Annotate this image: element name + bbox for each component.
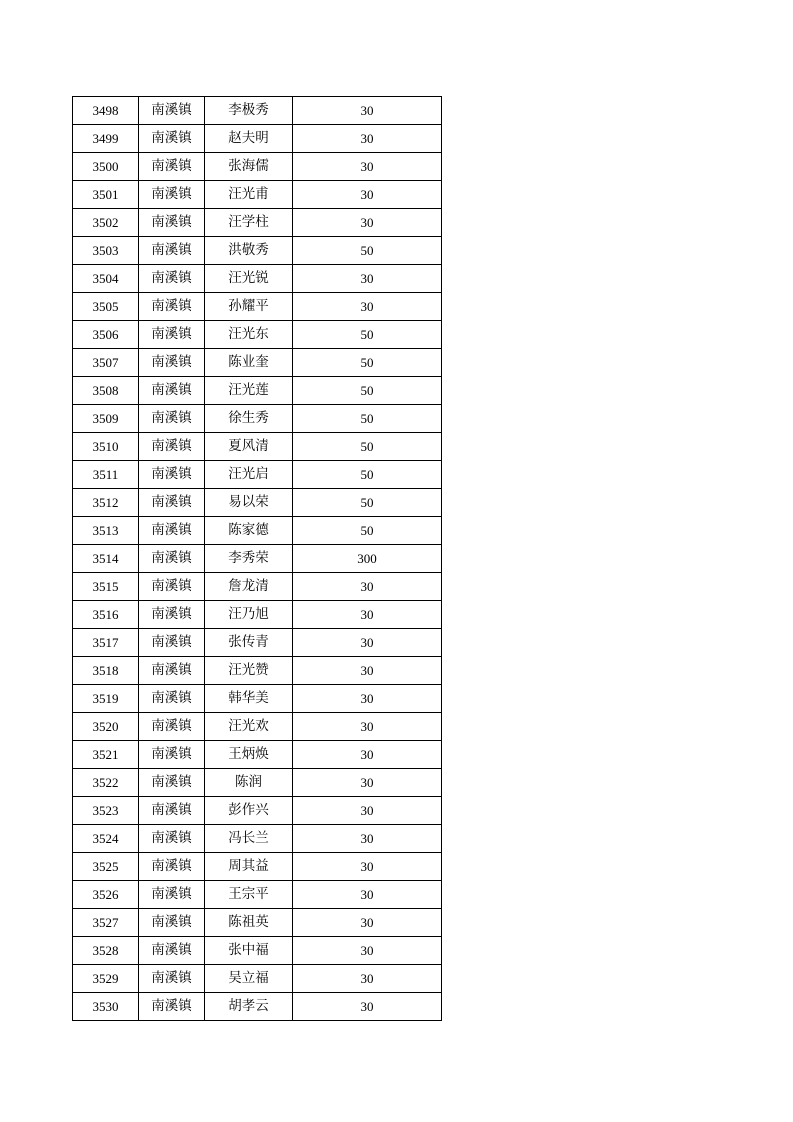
row-town-cell: 南溪镇 <box>139 125 205 153</box>
row-amount-cell: 30 <box>293 713 442 741</box>
table-row <box>73 433 442 461</box>
row-amount-cell: 50 <box>293 433 442 461</box>
row-id-cell: 3500 <box>73 153 139 181</box>
row-town-cell: 南溪镇 <box>139 741 205 769</box>
row-name-cell: 汪乃旭 <box>205 601 293 629</box>
row-name-cell: 陈业奎 <box>205 349 293 377</box>
row-name-cell: 陈家德 <box>205 517 293 545</box>
row-town-cell: 南溪镇 <box>139 797 205 825</box>
row-amount-cell: 30 <box>293 265 442 293</box>
row-name-cell: 陈祖英 <box>205 909 293 937</box>
row-town-cell: 南溪镇 <box>139 937 205 965</box>
row-amount-cell: 50 <box>293 405 442 433</box>
row-town-cell: 南溪镇 <box>139 909 205 937</box>
row-id-cell: 3527 <box>73 909 139 937</box>
row-amount-cell: 50 <box>293 377 442 405</box>
row-amount-cell: 30 <box>293 181 442 209</box>
table-row <box>73 629 442 657</box>
row-name-cell: 易以荣 <box>205 489 293 517</box>
table-row <box>73 461 442 489</box>
row-name-cell: 陈润 <box>205 769 293 797</box>
table-row <box>73 237 442 265</box>
row-id-cell: 3516 <box>73 601 139 629</box>
row-amount-cell: 30 <box>293 881 442 909</box>
row-town-cell: 南溪镇 <box>139 433 205 461</box>
row-id-cell: 3526 <box>73 881 139 909</box>
row-name-cell: 王宗平 <box>205 881 293 909</box>
row-id-cell: 3512 <box>73 489 139 517</box>
row-amount-cell: 30 <box>293 293 442 321</box>
row-amount-cell: 30 <box>293 125 442 153</box>
row-town-cell: 南溪镇 <box>139 181 205 209</box>
row-id-cell: 3503 <box>73 237 139 265</box>
row-name-cell: 汪学柱 <box>205 209 293 237</box>
row-name-cell: 詹龙清 <box>205 573 293 601</box>
table-row <box>73 405 442 433</box>
row-town-cell: 南溪镇 <box>139 769 205 797</box>
row-name-cell: 胡孝云 <box>205 993 293 1021</box>
row-town-cell: 南溪镇 <box>139 377 205 405</box>
row-amount-cell: 30 <box>293 937 442 965</box>
row-name-cell: 汪光东 <box>205 321 293 349</box>
table-row <box>73 909 442 937</box>
row-name-cell: 吴立福 <box>205 965 293 993</box>
row-amount-cell: 50 <box>293 489 442 517</box>
row-town-cell: 南溪镇 <box>139 405 205 433</box>
row-name-cell: 汪光锐 <box>205 265 293 293</box>
row-amount-cell: 30 <box>293 209 442 237</box>
row-id-cell: 3499 <box>73 125 139 153</box>
row-id-cell: 3501 <box>73 181 139 209</box>
row-name-cell: 张传青 <box>205 629 293 657</box>
row-amount-cell: 30 <box>293 825 442 853</box>
row-town-cell: 南溪镇 <box>139 237 205 265</box>
table-row <box>73 321 442 349</box>
row-id-cell: 3511 <box>73 461 139 489</box>
row-name-cell: 彭作兴 <box>205 797 293 825</box>
row-town-cell: 南溪镇 <box>139 293 205 321</box>
row-name-cell: 夏风清 <box>205 433 293 461</box>
row-town-cell: 南溪镇 <box>139 853 205 881</box>
row-id-cell: 3529 <box>73 965 139 993</box>
row-name-cell: 张中福 <box>205 937 293 965</box>
table-row <box>73 853 442 881</box>
row-amount-cell: 30 <box>293 685 442 713</box>
row-amount-cell: 50 <box>293 349 442 377</box>
table-row <box>73 797 442 825</box>
row-id-cell: 3523 <box>73 797 139 825</box>
row-amount-cell: 30 <box>293 741 442 769</box>
row-id-cell: 3510 <box>73 433 139 461</box>
row-town-cell: 南溪镇 <box>139 601 205 629</box>
row-amount-cell: 50 <box>293 517 442 545</box>
table-row <box>73 125 442 153</box>
table-row <box>73 265 442 293</box>
table-row <box>73 825 442 853</box>
table-row <box>73 181 442 209</box>
row-town-cell: 南溪镇 <box>139 993 205 1021</box>
table-row <box>73 489 442 517</box>
row-town-cell: 南溪镇 <box>139 321 205 349</box>
row-town-cell: 南溪镇 <box>139 97 205 125</box>
table-row <box>73 293 442 321</box>
row-town-cell: 南溪镇 <box>139 629 205 657</box>
roster-table <box>72 96 442 1021</box>
table-row <box>73 377 442 405</box>
row-amount-cell: 30 <box>293 601 442 629</box>
row-town-cell: 南溪镇 <box>139 265 205 293</box>
row-amount-cell: 30 <box>293 629 442 657</box>
row-town-cell: 南溪镇 <box>139 657 205 685</box>
row-amount-cell: 50 <box>293 321 442 349</box>
table-row <box>73 545 442 573</box>
row-id-cell: 3515 <box>73 573 139 601</box>
table-row <box>73 741 442 769</box>
row-id-cell: 3502 <box>73 209 139 237</box>
row-id-cell: 3524 <box>73 825 139 853</box>
row-town-cell: 南溪镇 <box>139 545 205 573</box>
table-row <box>73 881 442 909</box>
row-id-cell: 3498 <box>73 97 139 125</box>
row-name-cell: 周其益 <box>205 853 293 881</box>
row-amount-cell: 30 <box>293 97 442 125</box>
row-name-cell: 李秀荣 <box>205 545 293 573</box>
row-name-cell: 汪光欢 <box>205 713 293 741</box>
table-row <box>73 685 442 713</box>
table-row <box>73 517 442 545</box>
row-amount-cell: 30 <box>293 153 442 181</box>
table-row <box>73 349 442 377</box>
row-id-cell: 3508 <box>73 377 139 405</box>
row-amount-cell: 30 <box>293 573 442 601</box>
table-row <box>73 937 442 965</box>
row-town-cell: 南溪镇 <box>139 685 205 713</box>
row-amount-cell: 30 <box>293 993 442 1021</box>
row-town-cell: 南溪镇 <box>139 461 205 489</box>
row-name-cell: 洪敬秀 <box>205 237 293 265</box>
row-town-cell: 南溪镇 <box>139 965 205 993</box>
row-town-cell: 南溪镇 <box>139 573 205 601</box>
row-id-cell: 3530 <box>73 993 139 1021</box>
table-row <box>73 657 442 685</box>
row-name-cell: 冯长兰 <box>205 825 293 853</box>
table-row <box>73 573 442 601</box>
row-amount-cell: 30 <box>293 657 442 685</box>
row-amount-cell: 50 <box>293 237 442 265</box>
row-id-cell: 3528 <box>73 937 139 965</box>
row-id-cell: 3517 <box>73 629 139 657</box>
row-amount-cell: 30 <box>293 769 442 797</box>
row-name-cell: 韩华美 <box>205 685 293 713</box>
roster-table-body <box>73 97 442 1021</box>
row-amount-cell: 30 <box>293 965 442 993</box>
row-name-cell: 李极秀 <box>205 97 293 125</box>
row-id-cell: 3525 <box>73 853 139 881</box>
row-id-cell: 3521 <box>73 741 139 769</box>
row-id-cell: 3505 <box>73 293 139 321</box>
row-name-cell: 汪光赞 <box>205 657 293 685</box>
row-amount-cell: 30 <box>293 797 442 825</box>
row-amount-cell: 50 <box>293 461 442 489</box>
row-id-cell: 3519 <box>73 685 139 713</box>
row-id-cell: 3513 <box>73 517 139 545</box>
row-name-cell: 汪光启 <box>205 461 293 489</box>
table-row <box>73 209 442 237</box>
row-town-cell: 南溪镇 <box>139 209 205 237</box>
table-row <box>73 965 442 993</box>
table-row <box>73 769 442 797</box>
row-name-cell: 赵夫明 <box>205 125 293 153</box>
row-id-cell: 3507 <box>73 349 139 377</box>
row-name-cell: 王炳焕 <box>205 741 293 769</box>
row-id-cell: 3518 <box>73 657 139 685</box>
row-amount-cell: 30 <box>293 909 442 937</box>
row-id-cell: 3514 <box>73 545 139 573</box>
table-row <box>73 993 442 1021</box>
row-town-cell: 南溪镇 <box>139 713 205 741</box>
row-id-cell: 3504 <box>73 265 139 293</box>
row-amount-cell: 300 <box>293 545 442 573</box>
row-town-cell: 南溪镇 <box>139 349 205 377</box>
row-id-cell: 3506 <box>73 321 139 349</box>
row-id-cell: 3509 <box>73 405 139 433</box>
row-amount-cell: 30 <box>293 853 442 881</box>
table-row <box>73 713 442 741</box>
row-name-cell: 汪光甫 <box>205 181 293 209</box>
row-name-cell: 孙耀平 <box>205 293 293 321</box>
row-id-cell: 3522 <box>73 769 139 797</box>
table-row <box>73 153 442 181</box>
row-town-cell: 南溪镇 <box>139 517 205 545</box>
table-row <box>73 601 442 629</box>
row-name-cell: 汪光莲 <box>205 377 293 405</box>
row-name-cell: 徐生秀 <box>205 405 293 433</box>
table-row <box>73 97 442 125</box>
row-town-cell: 南溪镇 <box>139 153 205 181</box>
row-town-cell: 南溪镇 <box>139 881 205 909</box>
row-id-cell: 3520 <box>73 713 139 741</box>
row-town-cell: 南溪镇 <box>139 489 205 517</box>
row-name-cell: 张海儒 <box>205 153 293 181</box>
row-town-cell: 南溪镇 <box>139 825 205 853</box>
